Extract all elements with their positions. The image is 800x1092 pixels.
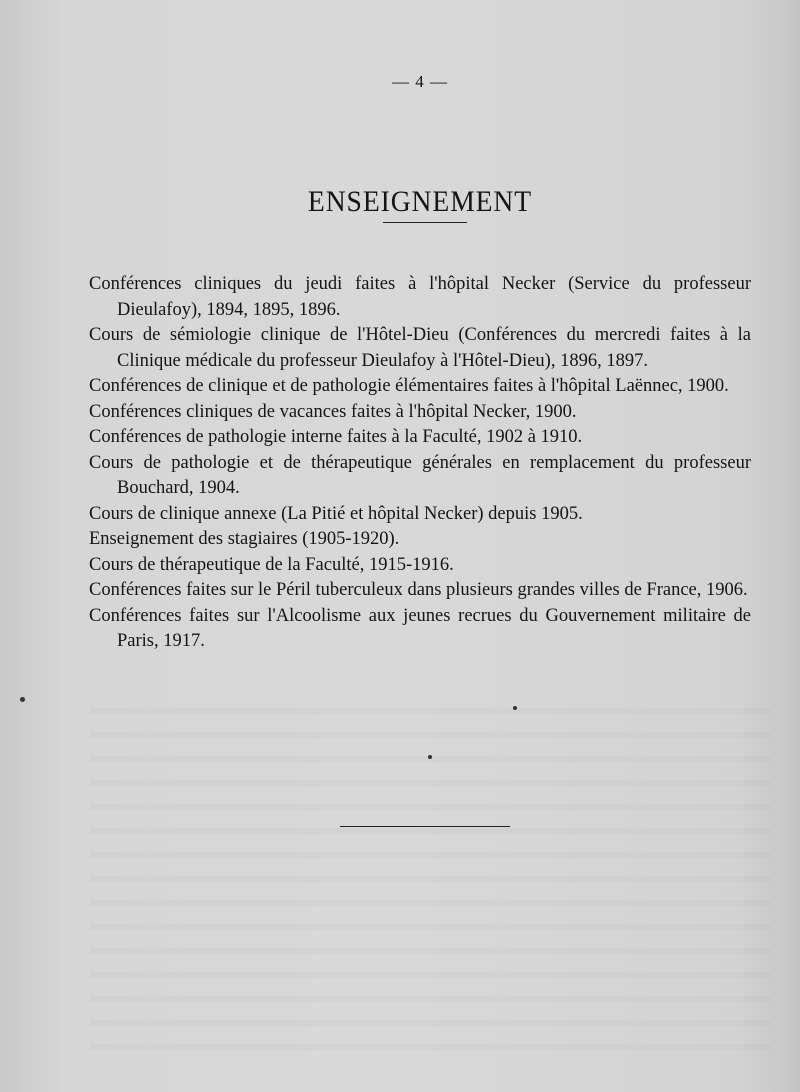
title-underline bbox=[383, 222, 467, 223]
ink-speck bbox=[428, 755, 432, 759]
list-item: Cours de thérapeutique de la Faculté, 1915-1916. bbox=[89, 554, 454, 575]
ink-speck bbox=[20, 697, 25, 702]
page-number: — 4 — bbox=[392, 72, 448, 91]
list-item: Enseignement des stagiaires (1905-1920). bbox=[89, 529, 400, 549]
teaching-list bbox=[89, 272, 751, 655]
list-item: Conférences de pathologie interne faites à la Faculté, 1902 à 1910. bbox=[89, 427, 583, 447]
list-item: Conférences faites sur l'Alcoolisme aux jeunes recrues du Gouvernement militaire de Paris, 1917. bbox=[89, 605, 751, 651]
list-item: Conférences cliniques du jeudi faites à l'hôpital Necker (Service du professeur Dieulafoy), 1894, 1895, 1896. bbox=[89, 274, 751, 320]
ink-speck bbox=[513, 706, 517, 710]
section-title: ENSEIGNEMENT bbox=[307, 185, 533, 219]
bleed-through-text bbox=[90, 690, 770, 1050]
list-item: Cours de pathologie et de thérapeutique générales en remplacement du professeur Bouchard, 1904. bbox=[89, 452, 751, 498]
list-item: Conférences cliniques de vacances faites à l'hôpital Necker, 1900. bbox=[89, 401, 577, 422]
list-item: Conférences faites sur le Péril tuberculeux dans plusieurs grandes villes de France, 1906. bbox=[89, 580, 748, 600]
list-item: Cours de sémiologie clinique de l'Hôtel-Dieu (Conférences du mercredi faites à la Clinique médicale du professeur Dieulafoy à l'Hôtel-Dieu), 1896, 1897. bbox=[89, 325, 751, 371]
list-item: Cours de clinique annexe (La Pitié et hôpital Necker) depuis 1905. bbox=[89, 503, 583, 524]
closing-rule bbox=[340, 826, 510, 827]
list-item: Conférences de clinique et de pathologie élémentaires faites à l'hôpital Laënnec, 1900. bbox=[89, 376, 729, 396]
